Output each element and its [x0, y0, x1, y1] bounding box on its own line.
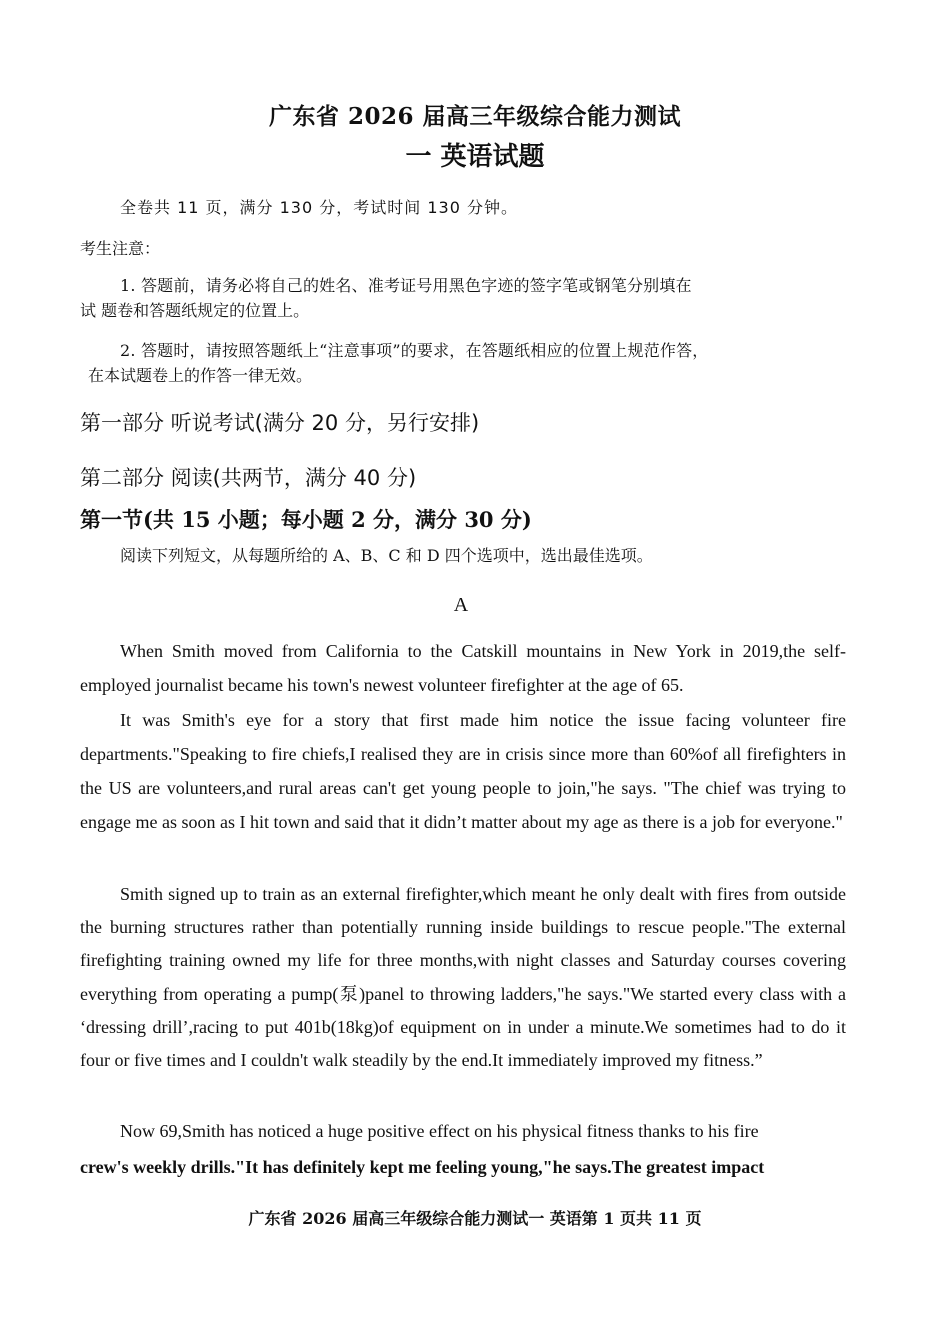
- paragraph-text: It was Smith's eye for a story that first made him notice the issue facing volunteer fire departments."Speaking to fire chiefs,I realised they are in crisis since more than 60%of all firefighters in the US are volunteers,and rural areas can't get young people to join,"he says. "The chief was trying to engage me as soon as I hit town and said that it didn’t matter about my age as there is a job for everyone.": [80, 710, 846, 832]
- passage-letter: A: [453, 594, 469, 616]
- notice-item1-line1: 1. 答题前，请务必将自己的姓名、准考证号用黑色字迹的签字笔或钢笔分别填在: [120, 276, 692, 295]
- passage-paragraph-4: [80, 1113, 846, 1185]
- section1-heading: 第一节(共 15 小题；每小题 2 分，满分 30 分): [80, 507, 532, 532]
- exam-title-line1: 广东省 2026 届高三年级综合能力测试: [268, 103, 682, 130]
- page-footer: 广东省 2026 届高三年级综合能力测试一 英语第 1 页共 11 页: [248, 1209, 702, 1228]
- part2-heading: 第二部分 阅读(共两节，满分 40 分): [80, 466, 417, 490]
- passage-paragraph-2: [80, 703, 846, 839]
- notice-item2-line2: 在本试题卷上的作答一律无效。: [88, 366, 313, 385]
- part1-heading: 第一部分 听说考试(满分 20 分，另行安排): [80, 411, 480, 435]
- reading-instruction: 阅读下列短文，从每题所给的 A、B、C 和 D 四个选项中，选出最佳选项。: [120, 546, 653, 565]
- paragraph-text-line1: Now 69,Smith has noticed a huge positive effect on his physical fitness thanks to his fire: [120, 1121, 759, 1141]
- exam-title-line2: 一 英语试题: [405, 142, 545, 172]
- paragraph-text: When Smith moved from California to the Catskill mountains in New York in 2019,the self-employed journalist became his town's newest volunteer firefighter at the age of 65.: [80, 641, 846, 695]
- exam-summary: 全卷共 11 页，满分 130 分，考试时间 130 分钟。: [120, 198, 518, 217]
- passage-paragraph-1: [80, 634, 846, 702]
- paragraph-text-line2: crew's weekly drills."It has definitely kept me feeling young,"he says.The greatest impact: [80, 1157, 765, 1177]
- notice-item1-line2: 试 题卷和答题纸规定的位置上。: [80, 301, 310, 320]
- notice-heading: 考生注意：: [80, 239, 161, 258]
- passage-paragraph-3: [80, 878, 846, 1077]
- paragraph-text: Smith signed up to train as an external firefighter,which meant he only dealt with fires from outside the burning structures rather than potentially running inside buildings to rescue people."The external firefighting training owned my life for three months,with night classes and Saturday courses covering everything from operating a pump(泵)panel to throwing ladders,"he says."We started every class with a ‘dressing drill’,racing to put 401b(18kg)of equipment on in under a minute.We sometimes had to do it four or five times and I couldn't walk steadily by the end.It immediately improved my fitness.”: [80, 884, 846, 1071]
- notice-item2-line1: 2. 答题时，请按照答题纸上“注意事项”的要求，在答题纸相应的位置上规范作答，: [120, 341, 709, 360]
